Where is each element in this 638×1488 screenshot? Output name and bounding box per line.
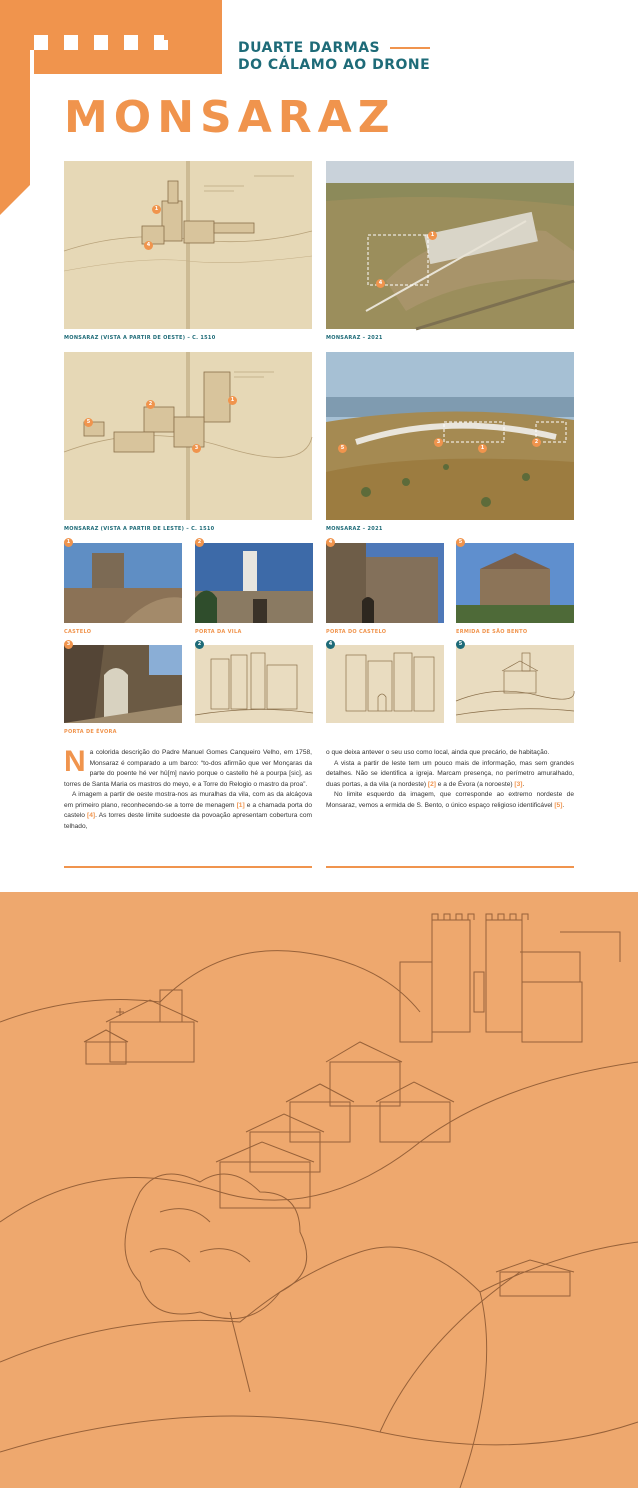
caption-drone-2021-b: MONSARAZ – 2021 [326, 526, 383, 532]
thumb-porta-de-evora [64, 641, 182, 723]
thumb-castelo [64, 539, 182, 623]
series-line-2: DO CÁLAMO AO DRONE [238, 57, 431, 73]
divider-left [64, 866, 312, 868]
paragraph-2: A imagem a partir de oeste mostra-nos as muralhas da vila, com as da alcáçova em primeiro plano, reconhecendo-se a torre de menagem [1] e a chamada porta do castelo [4]. As torres deste limite sudoeste da povoação apresentam cobertura com telhado, [64, 791, 312, 830]
ref-2: [2] [427, 780, 436, 788]
thumb-marker: 5 [456, 538, 465, 547]
marker-2: 2 [146, 400, 155, 409]
caption-west-view: MONSARAZ (VISTA A PARTIR DE OESTE) – C. 1510 [64, 335, 216, 341]
page-title: MONSARAZ [64, 92, 396, 143]
text-column-left [64, 745, 312, 832]
ref-1: [1] [236, 801, 245, 809]
marker-1: 1 [478, 444, 487, 453]
thumb-porta-do-castelo [326, 539, 444, 623]
series-title [238, 40, 430, 74]
paragraph-3: o que deixa antever o seu uso como local, ainda que precário, de habitação. [326, 749, 550, 756]
paragraph-1: Na colorida descrição do Padre Manuel Gomes Canqueiro Velho, em 1758, Monsaraz é comparado a um barco: “to-dos afirmão que ver Monçaras da parte do poente hé ver hû[m] navio porque o castello hé a pourpa [sic], as torres de Santa Maria os mastros do meyo, e a Torre do Relogio o mastro da proa”. [64, 745, 312, 788]
thumb-label-ermida-sao-bento: ERMIDA DE SÃO BENTO [456, 629, 528, 635]
marker-1: 1 [428, 231, 437, 240]
series-line-1: DUARTE DARMAS [238, 40, 381, 56]
dropcap: N [64, 745, 86, 778]
marker-1: 1 [228, 396, 237, 405]
thumb-label-porta-da-vila: PORTA DA VILA [195, 629, 242, 635]
thumb-sketch-porta-do-castelo [326, 641, 444, 723]
manuscript-east-view [64, 352, 312, 520]
text-column-right [326, 748, 574, 811]
series-rule [390, 47, 430, 49]
ref-5: [5] [554, 801, 563, 809]
marker-5: 5 [84, 418, 93, 427]
thumb-marker: 4 [326, 538, 335, 547]
thumb-porta-da-vila [195, 539, 313, 623]
paragraph-5: No limite esquerdo da imagem, que corresponde ao extremo nordeste de Monsaraz, vemos a ermida de S. Bento, o único espaço religioso identificável [5]. [326, 791, 574, 809]
drone-photo-west [326, 161, 574, 329]
thumb-marker: 3 [64, 640, 73, 649]
caption-drone-2021-a: MONSARAZ – 2021 [326, 335, 383, 341]
ref-4: [4] [87, 812, 96, 819]
divider-right [326, 866, 574, 868]
thumb-label-castelo: CASTELO [64, 629, 92, 635]
ref-3: [3] [514, 780, 523, 788]
marker-5: 5 [338, 444, 347, 453]
marker-3: 3 [192, 444, 201, 453]
marker-2: 2 [532, 438, 541, 447]
thumb-marker: 2 [195, 640, 204, 649]
marker-3: 3 [434, 438, 443, 447]
marker-4: 4 [376, 279, 385, 288]
sketch-illustration [0, 892, 638, 1488]
thumb-ermida-sao-bento [456, 539, 574, 623]
drone-photo-east [326, 352, 574, 520]
caption-east-view: MONSARAZ (VISTA A PARTIR DE LESTE) – C. 1510 [64, 526, 215, 532]
thumb-marker: 2 [195, 538, 204, 547]
thumb-marker: 5 [456, 640, 465, 649]
thumb-label-porta-do-castelo: PORTA DO CASTELO [326, 629, 387, 635]
thumb-sketch-ermida [456, 641, 574, 723]
thumb-marker: 1 [64, 538, 73, 547]
thumb-sketch-porta-da-vila [195, 641, 313, 723]
marker-4: 4 [144, 241, 153, 250]
marker-1: 1 [152, 205, 161, 214]
paragraph-4: A vista a partir de leste tem um pouco mais de informação, mas sem grandes detalhes. Não se identifica a igreja. Marcam presença, no perímetro amuralhado, duas portas, a da vila (a nordeste) [2] e a de Évora (a noroeste) [3]. [326, 759, 574, 788]
thumb-marker: 4 [326, 640, 335, 649]
manuscript-west-view [64, 161, 312, 329]
thumb-label-porta-de-evora: PORTA DE ÉVORA [64, 729, 117, 735]
